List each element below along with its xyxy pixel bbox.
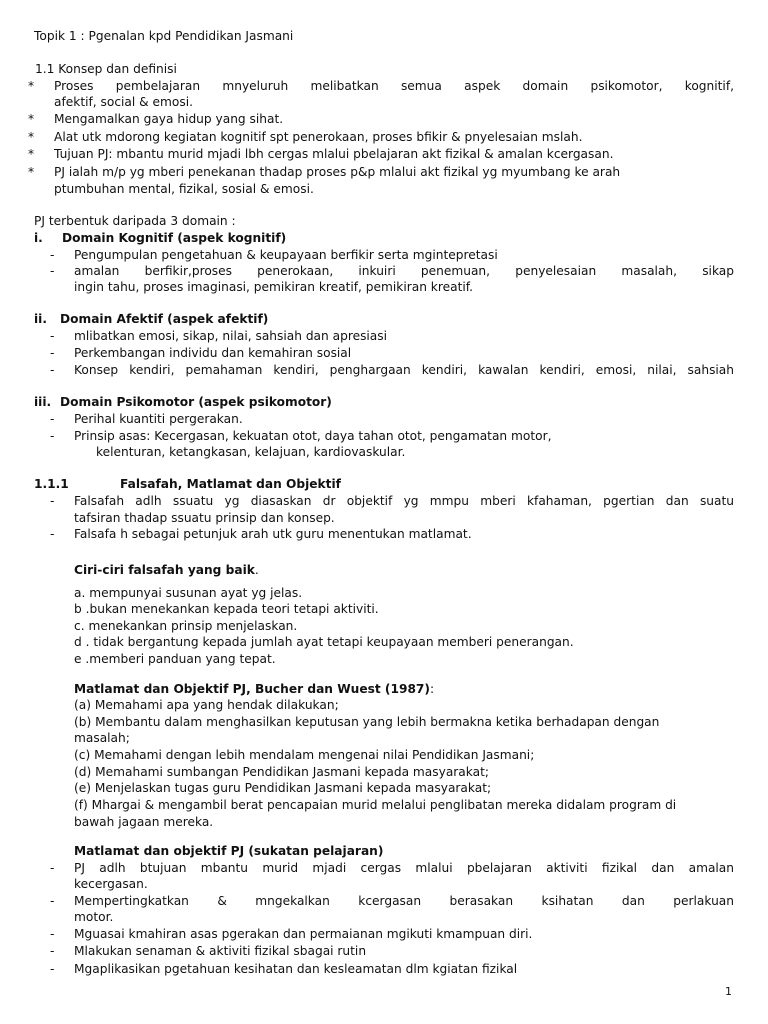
dash-bullet-icon: - <box>50 894 55 908</box>
domain-afektif-number: ii. <box>34 312 47 326</box>
domains-intro: PJ terbentuk daripada 3 domain : <box>34 214 236 228</box>
objective-line: (b) Membantu dalam menghasilkan keputusan yang lebih bermakna ketika berhadapan dengan <box>74 715 660 729</box>
objective-line: (c) Memahami dengan lebih mendalam mengenai nilai Pendidikan Jasmani; <box>74 748 535 762</box>
asterisk-bullet-icon: * <box>28 130 35 144</box>
list-item: Falsafah adlh ssuatu yg diasaskan dr objektif yg mmpu mberi kfahaman, pgertian dan suatu <box>74 494 734 508</box>
objective-line: (d) Memahami sumbangan Pendidikan Jasmani kepada masyarakat; <box>74 765 489 779</box>
dash-bullet-icon: - <box>50 494 55 508</box>
list-item: Proses pembelajaran mnyeluruh melibatkan semua aspek domain psikomotor, kognitif, <box>54 79 734 93</box>
list-item-continuation: ptumbuhan mental, fizikal, sosial & emosi. <box>54 182 314 196</box>
list-item: Konsep kendiri, pemahaman kendiri, penghargaan kendiri, kawalan kendiri, emosi, nilai, sahsiah <box>74 363 734 377</box>
list-item: PJ ialah m/p yg mberi penekanan thadap proses p&p mlalui akt fizikal yg myumbang ke arah <box>54 165 621 179</box>
page-number: 1 <box>725 985 732 998</box>
dash-bullet-icon: - <box>50 861 55 875</box>
section-heading-1-1: 1.1 Konsep dan definisi <box>35 62 177 76</box>
dash-bullet-icon: - <box>50 927 55 941</box>
list-item: Mengamalkan gaya hidup yang sihat. <box>54 112 284 126</box>
asterisk-bullet-icon: * <box>28 165 35 179</box>
dash-bullet-icon: - <box>50 429 55 443</box>
list-item: Prinsip asas: Kecergasan, kekuatan otot, daya tahan otot, pengamatan motor, <box>74 429 552 443</box>
list-item: e .memberi panduan yang tepat. <box>74 652 276 666</box>
dash-bullet-icon: - <box>50 363 55 377</box>
dash-bullet-icon: - <box>50 412 55 426</box>
dash-bullet-icon: - <box>50 264 55 278</box>
sukatan-heading: Matlamat dan objektif PJ (sukatan pelajaran) <box>74 844 384 858</box>
list-item: b .bukan menekankan kepada teori tetapi aktiviti. <box>74 602 379 616</box>
list-item: Pengumpulan pengetahuan & keupayaan berfikir serta mgintepretasi <box>74 248 498 262</box>
list-item: Alat utk mdorong kegiatan kognitif spt penerokaan, proses bfikir & pnyelesaian mslah. <box>54 130 583 144</box>
domain-kognitif-heading: Domain Kognitif (aspek kognitif) <box>62 231 287 245</box>
objective-line: (f) Mhargai & mengambil berat pencapaian murid melalui penglibatan mereka didalam program di <box>74 798 677 812</box>
asterisk-bullet-icon: * <box>28 79 35 93</box>
bucher-heading <box>74 681 434 698</box>
list-item-continuation: tafsiran thadap ssuatu prinsip dan konsep. <box>74 511 335 525</box>
domain-psikomotor-heading: Domain Psikomotor (aspek psikomotor) <box>60 395 332 409</box>
page-title: Topik 1 : Pgenalan kpd Pendidikan Jasmani <box>34 29 294 43</box>
objective-line: (a) Memahami apa yang hendak dilakukan; <box>74 698 339 712</box>
ciri-heading-text: Ciri-ciri falsafah yang baik <box>74 563 255 577</box>
ciri-heading-suffix: . <box>254 563 259 577</box>
dash-bullet-icon: - <box>50 527 55 541</box>
bucher-heading-suffix: : <box>430 682 435 696</box>
asterisk-bullet-icon: * <box>28 147 35 161</box>
dash-bullet-icon: - <box>50 962 55 976</box>
list-item: Mgaplikasikan pgetahuan kesihatan dan kesleamatan dlm kgiatan fizikal <box>74 962 518 976</box>
list-item-continuation: motor. <box>74 910 114 924</box>
list-item-continuation: kecergasan. <box>74 877 148 891</box>
list-item: PJ adlh btujuan mbantu murid mjadi cergas mlalui pbelajaran aktiviti fizikal dan amalan <box>74 861 734 875</box>
objective-line: masalah; <box>74 731 130 745</box>
list-item: amalan berfikir,proses penerokaan, inkuiri penemuan, penyelesaian masalah, sikap <box>74 264 734 278</box>
list-item: mlibatkan emosi, sikap, nilai, sahsiah dan apresiasi <box>74 329 388 343</box>
objective-line: (e) Menjelaskan tugas guru Pendidikan Jasmani kepada masyarakat; <box>74 781 492 795</box>
list-item: c. menekankan prinsip menjelaskan. <box>74 619 298 633</box>
dash-bullet-icon: - <box>50 329 55 343</box>
objective-line: bawah jagaan mereka. <box>74 815 214 829</box>
bucher-heading-text: Matlamat dan Objektif PJ, Bucher dan Wuest (1987) <box>74 682 430 696</box>
list-item: Tujuan PJ: mbantu murid mjadi lbh cergas mlalui pbelajaran akt fizikal & amalan kcergasan. <box>54 147 614 161</box>
list-item: Perkembangan individu dan kemahiran sosial <box>74 346 352 360</box>
asterisk-bullet-icon: * <box>28 112 35 126</box>
dash-bullet-icon: - <box>50 944 55 958</box>
list-item: Mguasai kmahiran asas pgerakan dan permaianan mgikuti kmampuan diri. <box>74 927 533 941</box>
section-number-1-1-1: 1.1.1 <box>34 477 69 491</box>
dash-bullet-icon: - <box>50 346 55 360</box>
section-heading-1-1-1: Falsafah, Matlamat dan Objektif <box>120 477 341 491</box>
list-item: Perihal kuantiti pergerakan. <box>74 412 243 426</box>
ciri-heading <box>74 562 259 579</box>
domain-kognitif-number: i. <box>34 231 43 245</box>
dash-bullet-icon: - <box>50 248 55 262</box>
list-item: Mempertingkatkan & mngekalkan kcergasan berasakan ksihatan dan perlakuan <box>74 894 734 908</box>
list-item-continuation: ingin tahu, proses imaginasi, pemikiran kreatif, pemikiran kreatif. <box>74 280 474 294</box>
list-item: Falsafa h sebagai petunjuk arah utk guru menentukan matlamat. <box>74 527 472 541</box>
list-item-continuation: kelenturan, ketangkasan, kelajuan, kardiovaskular. <box>96 445 406 459</box>
list-item: d . tidak bergantung kepada jumlah ayat tetapi keupayaan memberi penerangan. <box>74 635 574 649</box>
domain-afektif-heading: Domain Afektif (aspek afektif) <box>60 312 269 326</box>
list-item: Mlakukan senaman & aktiviti fizikal sbagai rutin <box>74 944 367 958</box>
domain-psikomotor-number: iii. <box>34 395 52 409</box>
list-item: a. mempunyai susunan ayat yg jelas. <box>74 586 303 600</box>
list-item-continuation: afektif, social & emosi. <box>54 95 193 109</box>
